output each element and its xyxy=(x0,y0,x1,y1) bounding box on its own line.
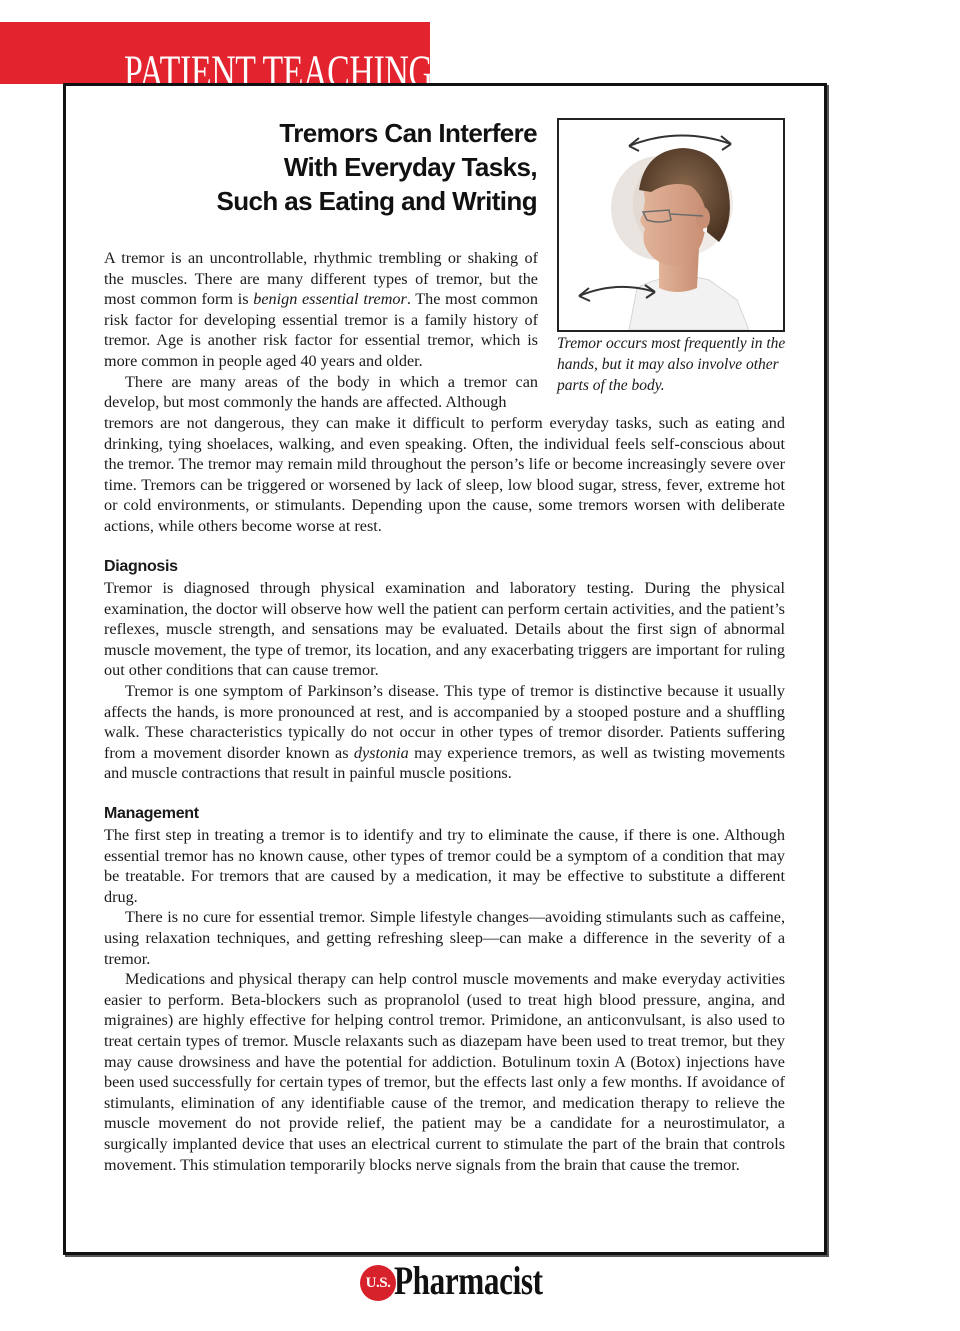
intro-continuation xyxy=(104,413,785,537)
title-line: Such as Eating and Writing xyxy=(216,186,537,216)
text-run: A tremor is an uncontrollable, rhythmic trembling or shaking of the muscles. There are many different types of tremor, but the most common form is xyxy=(104,249,538,309)
diagnosis-paragraph xyxy=(104,681,785,784)
management-paragraph: Medications and physical therapy can help control muscle movements and make everyday activities easier to perform. Beta-blockers such as propranolol (used to treat high blood pressure, angina, and migraines) are highly effective for helping control tremor. Primidone, an anticonvulsant, is also used to treat certain types of tremor. Muscle relaxants such as diazepam have been used to treat tremor, but they may cause drowsiness and have the potential for addiction. Botulinum toxin A (Botox) injections have been used successfully for certain types of tremor, but the effects last only a few months. If avoidance of stimulants, elimination of any identifiable cause of the tremor, and medication therapy to relieve the muscle movement do not provide relief, the patient may be a candidate for a neurostimulator, a surgically implanted device that uses an electrical current to stimulate the part of the brain that controls movement. This stimulation temporarily blocks nerve signals from the brain that cause the tremor. xyxy=(104,970,785,1174)
tremor-photo xyxy=(557,118,785,332)
banner-title: PATIENT TEACHING AID xyxy=(124,46,498,98)
management-paragraph: There is no cure for essential tremor. Simple lifestyle changes—avoiding stimulants such as caffeine, using relaxation techniques, and getting refreshing sleep—can make a difference in the severity of a tremor. xyxy=(104,908,785,968)
title-line: With Everyday Tasks, xyxy=(283,152,537,182)
photo-caption: Tremor occurs most frequently in the hands, but it may also involve other parts of the body. xyxy=(557,335,786,394)
section-heading-management: Management xyxy=(104,805,199,822)
management-paragraph: The first step in treating a tremor is to identify and try to eliminate the cause, if there is one. Although essential tremor has no known cause, other types of tremor could be a symptom of a condition that may be treatable. For tremors that are caused by a medication, it may be effective to substitute a different drug. xyxy=(104,826,785,906)
intro-paragraph: tremors are not dangerous, they can make it difficult to perform everyday tasks, such as eating and drinking, tying shoelaces, walking, and even speaking. Often, the individual feels self-conscious about the tremor. The tremor may remain mild throughout the person’s life or become increasingly severe over time. Tremors can be triggered or worsened by lack of sleep, low blood sugar, stress, fever, extreme hot or cold environments, or stimulants. Depending upon the cause, some tremors worsen with deliberate actions, while others become worse at rest. xyxy=(104,414,785,535)
diagnosis-section xyxy=(104,578,785,784)
article-title xyxy=(117,116,537,218)
logo-mark: U.S. xyxy=(360,1265,396,1301)
emphasis-term: benign essential tremor xyxy=(253,290,407,309)
intro-column xyxy=(104,248,538,413)
text-run: . The most common risk factor for developing essential tremor is a family history of tremor. Age is another risk factor for essential tremor, which is more common in people aged 40 years and older. xyxy=(104,290,538,370)
text-run: may experience tremors, as well as twisting movements and muscle contractions that result in painful muscle positions. xyxy=(104,743,785,783)
us-pharmacist-logo xyxy=(360,1258,600,1308)
emphasis-term: dystonia xyxy=(353,743,409,762)
management-section xyxy=(104,825,785,1175)
intro-paragraph: There are many areas of the body in which a tremor can develop, but most commonly the hands are affected. Although xyxy=(104,372,538,412)
text-run: Tremor is one symptom of Parkinson’s disease. This type of tremor is distinctive because it usually affects the hands, is more pronounced at rest, and is accompanied by a stooped posture and a shuffling walk. These characteristics typically do not occur in other types of tremor disorder. Patients suffering from a movement disorder known as xyxy=(104,681,785,762)
title-line: Tremors Can Interfere xyxy=(279,118,537,148)
section-heading-diagnosis: Diagnosis xyxy=(104,558,178,575)
diagnosis-paragraph: Tremor is diagnosed through physical examination and laboratory testing. During the physical examination, the doctor will observe how well the patient can perform certain activities, and the patient’s reflexes, muscle strength, and sensations may be evaluated. Details about the first sign of abnormal muscle movement, the type of tremor, its location, and any exacerbating triggers are important for ruling out other conditions that can cause tremor. xyxy=(104,579,785,680)
intro-paragraph xyxy=(104,248,538,372)
logo-name: Pharmacist xyxy=(394,1258,543,1303)
woman-profile-image xyxy=(559,120,783,330)
header-banner xyxy=(0,22,498,98)
